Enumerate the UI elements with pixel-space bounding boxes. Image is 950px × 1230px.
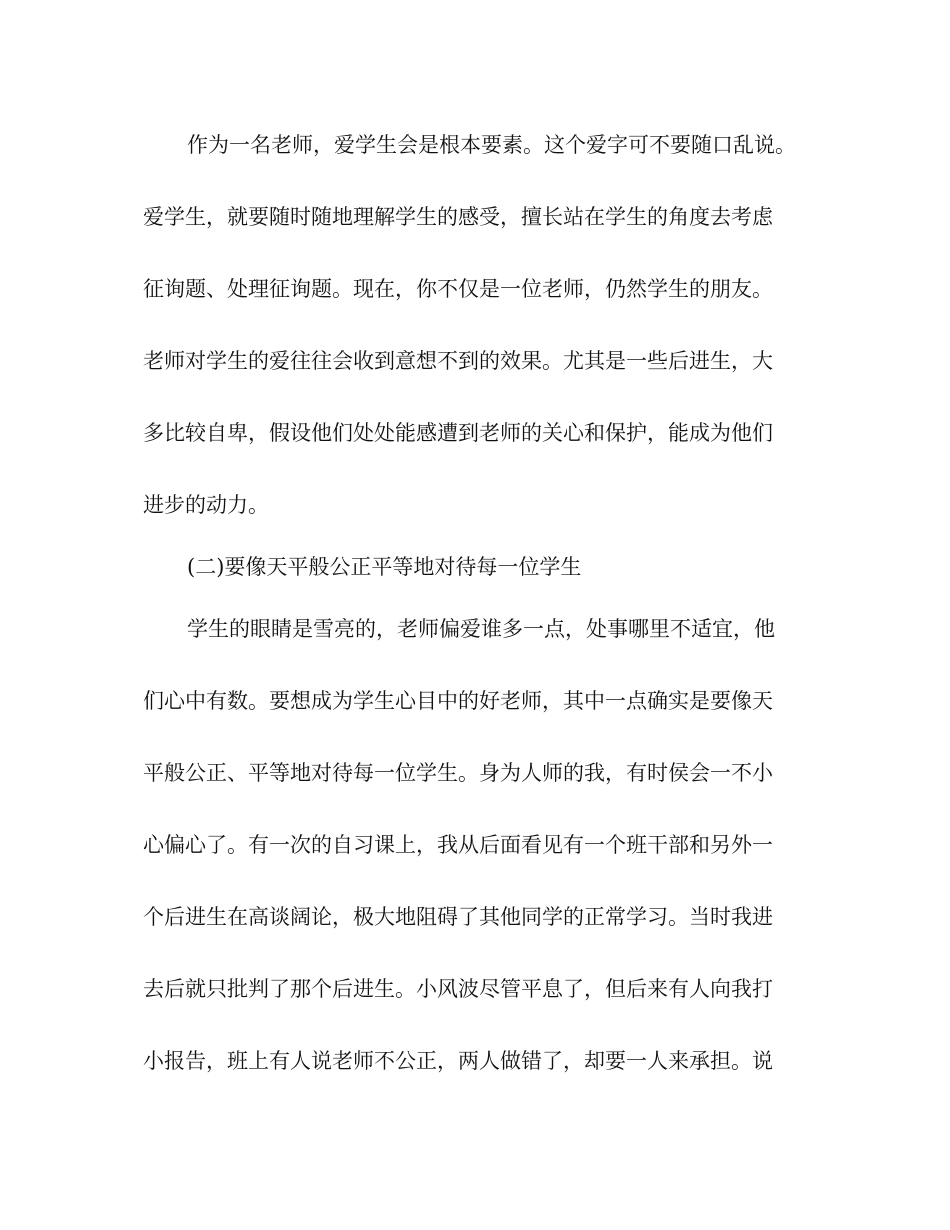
paragraph-line-3: 征询题、处理征询题。现在，你不仅是一位老师，仍然学生的朋友。 xyxy=(143,277,773,301)
paragraph-line-12: 个后进生在高谈阔论，极大地阻碍了其他同学的正常学习。当时我进 xyxy=(143,905,773,929)
paragraph-line-13: 去后就只批判了那个后进生。小风波尽管平息了，但后来有人向我打 xyxy=(143,977,773,1001)
paragraph-line-9: 们心中有数。要想成为学生心目中的好老师，其中一点确实是要像天 xyxy=(143,689,773,713)
paragraph-line-11: 心偏心了。有一次的自习课上，我从后面看见有一个班干部和另外一 xyxy=(143,833,773,857)
paragraph-line-1: 作为一名老师，爱学生会是根本要素。这个爱字可不要随口乱说。 xyxy=(187,133,796,157)
paragraph-line-10: 平般公正、平等地对待每一位学生。身为人师的我，有时侯会一不小 xyxy=(143,761,773,785)
paragraph-line-4: 老师对学生的爱往往会收到意想不到的效果。尤其是一些后进生，大 xyxy=(143,349,773,373)
paragraph-line-2: 爱学生，就要随时随地理解学生的感受，擅长站在学生的角度去考虑 xyxy=(143,205,773,229)
paragraph-line-6: 进步的动力。 xyxy=(143,493,269,517)
paragraph-line-14: 小报告，班上有人说老师不公正，两人做错了，却要一人来承担。说 xyxy=(143,1049,773,1073)
section-heading: (二)要像天平般公正平等地对待每一位学生 xyxy=(187,555,582,579)
paragraph-line-8: 学生的眼睛是雪亮的，老师偏爱谁多一点，处事哪里不适宜，他 xyxy=(187,617,775,641)
paragraph-line-5: 多比较自卑，假设他们处处能感遭到老师的关心和保护，能成为他们 xyxy=(143,421,773,445)
